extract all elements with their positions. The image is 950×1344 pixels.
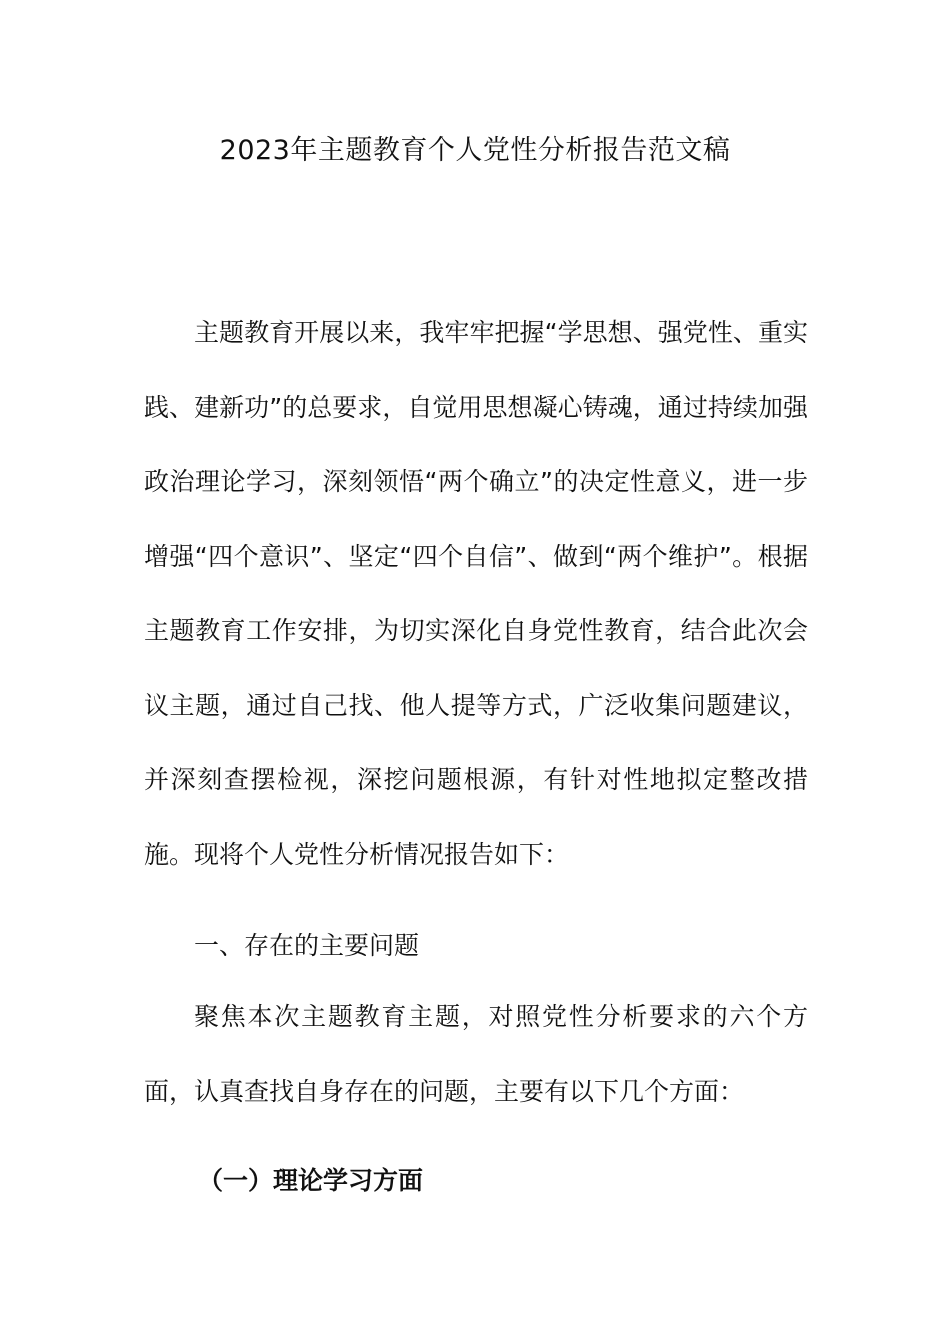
intro-paragraph: 主题教育开展以来，我牢牢把握“学思想、强党性、重实践、建新功”的总要求，自觉用思想凝心铸魂，通过持续加强政治理论学习，深刻领悟“两个确立”的决定性意义，进一步增强“四个意识”、坚定“四个自信”、做到“两个维护”。根据主题教育工作安排，为切实深化自身党性教育，结合此次会议主题，通过自己找、他人提等方式，广泛收集问题建议，并深刻查摆检视，深挖问题根源，有针对性地拟定整改措施。现将个人党性分析情况报告如下： — [144, 318, 808, 869]
document-title: 2023年主题教育个人党性分析报告范文稿 — [219, 135, 731, 166]
subsection-heading: （一）理论学习方面 — [198, 1166, 424, 1195]
section-heading: 一、存在的主要问题 — [194, 931, 420, 960]
section-paragraph: 聚焦本次主题教育主题，对照党性分析要求的六个方面，认真查找自身存在的问题，主要有以下几个方面： — [144, 1002, 808, 1106]
